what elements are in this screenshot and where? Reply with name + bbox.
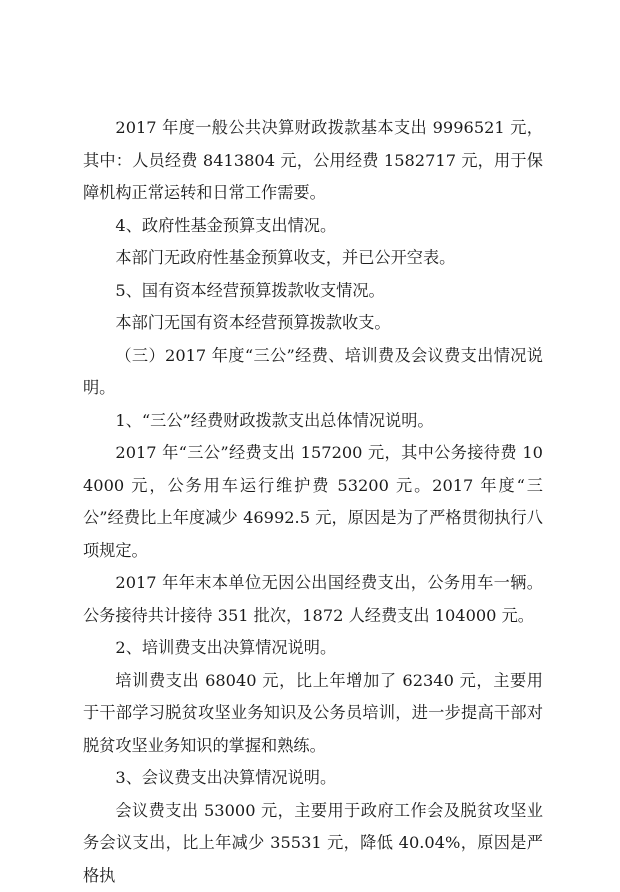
paragraph-three-public-expense: 2017 年“三公”经费支出 157200 元，其中公务接待费 104000 元，公务用车运行维护费 53200 元。2017 年度“三公”经费比上年度减少 46992.5 元，原因是为了严格贯彻执行八项规定。: [83, 437, 543, 567]
paragraph-state-capital: 本部门无国有资本经营预算拨款收支。: [83, 307, 543, 340]
paragraph-government-fund: 本部门无政府性基金预算收支，并已公开空表。: [83, 242, 543, 275]
heading-three-public: 1、“三公”经费财政拨款支出总体情况说明。: [83, 405, 543, 438]
heading-meeting: 3、会议费支出决算情况说明。: [83, 762, 543, 795]
paragraph-official-reception: 2017 年年末本单位无因公出国经费支出，公务用车一辆。公务接待共计接待 351 批次，1872 人经费支出 104000 元。: [83, 567, 543, 632]
paragraph-meeting: 会议费支出 53000 元，主要用于政府工作会及脱贫攻坚业务会议支出，比上年减少 35531 元，降低 40.04%，原因是严格执: [83, 795, 543, 892]
heading-state-capital: 5、国有资本经营预算拨款收支情况。: [83, 275, 543, 308]
heading-section-three: （三）2017 年度“三公”经费、培训费及会议费支出情况说明。: [83, 340, 543, 405]
paragraph-training: 培训费支出 68040 元，比上年增加了 62340 元，主要用于干部学习脱贫攻坚业务知识及公务员培训，进一步提高干部对脱贫攻坚业务知识的掌握和熟练。: [83, 665, 543, 763]
paragraph-basic-expenditure: 2017 年度一般公共决算财政拨款基本支出 9996521 元，其中：人员经费 8413804 元，公用经费 1582717 元，用于保障机构正常运转和日常工作需要。: [83, 112, 543, 210]
heading-government-fund: 4、政府性基金预算支出情况。: [83, 210, 543, 243]
heading-training: 2、培训费支出决算情况说明。: [83, 632, 543, 665]
document-body: [83, 112, 543, 892]
